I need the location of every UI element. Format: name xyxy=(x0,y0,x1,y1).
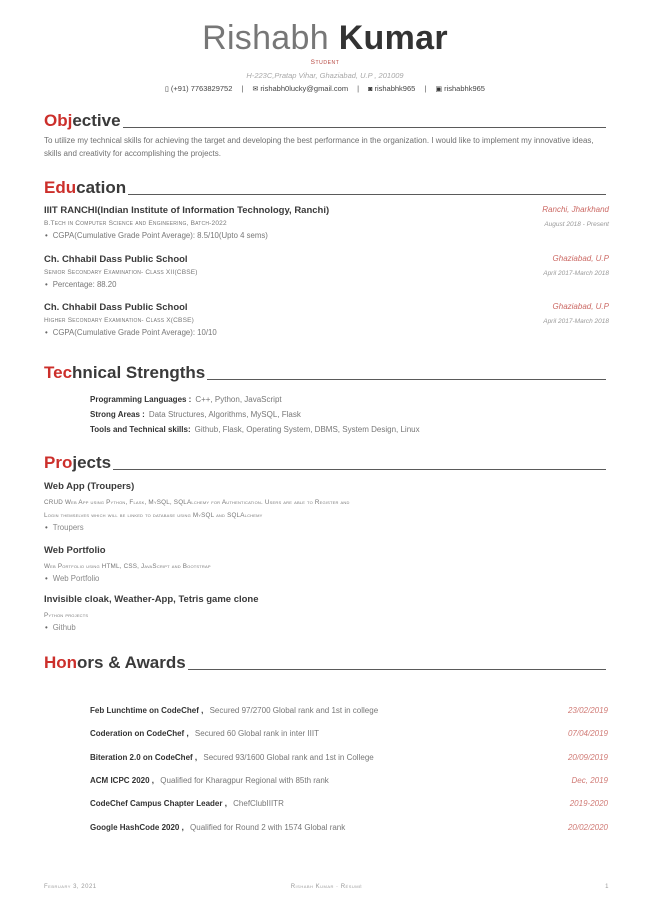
project-link[interactable]: • Github xyxy=(44,623,609,632)
skills-list xyxy=(90,392,590,437)
institution-location: Ghaziabad, U.P xyxy=(552,254,609,263)
section-technical-heading xyxy=(44,362,606,382)
skill-label: Tools and Technical skills: xyxy=(90,425,191,434)
section-title: Projects xyxy=(44,453,112,472)
separator: | xyxy=(357,84,360,93)
honor-item: Coderation on CodeChef , Secured 60 Global rank in inter IIIT 07/04/2019 xyxy=(90,729,608,738)
contact-phone[interactable]: ▯ (+91) 7763829752 xyxy=(165,84,233,93)
honor-description: Secured 97/2700 Global rank and 1st in college xyxy=(209,706,379,715)
education-date: April 2017-March 2018 xyxy=(543,318,609,325)
institution-name: Ch. Chhabil Dass Public School xyxy=(44,302,188,313)
degree: Senior Secondary Examination- Class XII(CBSE) xyxy=(44,269,198,276)
honor-description: Qualified for Kharagpur Regional with 85th rank xyxy=(160,776,329,785)
honor-date: 20/09/2019 xyxy=(567,753,608,762)
project-description: CRUD Web App using Python, Flask, MySQL, SQLAlchemy for Authentication. Users are able to Register and Login themselves which will be linked to database using MySQL and SQLAlchemy xyxy=(44,499,350,519)
education-detail: • CGPA(Cumulative Grade Point Average): 10/10 xyxy=(44,328,609,337)
honor-title: Feb Lunchtime on CodeChef xyxy=(90,706,199,715)
project-title: Web App (Troupers) xyxy=(44,481,135,492)
degree: Higher Secondary Examination- Class X(CBSE) xyxy=(44,317,195,324)
separator: | xyxy=(424,84,427,93)
contact-info xyxy=(0,84,650,93)
honor-description: Qualified for Round 2 with 1574 Global rank xyxy=(190,823,346,832)
honor-item: CodeChef Campus Chapter Leader , ChefClubIIITR 2019-2020 xyxy=(90,799,608,808)
linkedin-icon: ▣ xyxy=(435,86,443,93)
separator: | xyxy=(241,84,244,93)
institution-name: IIIT RANCHI(Indian Institute of Information Technology, Ranchi) xyxy=(44,205,330,216)
project-link[interactable]: • Web Portfolio xyxy=(44,574,609,583)
section-projects-heading xyxy=(44,452,606,472)
section-title: Objective xyxy=(44,111,121,130)
github-icon: ◙ xyxy=(368,86,373,93)
footer-date: February 3, 2021 xyxy=(44,884,97,890)
skill-value: Data Structures, Algorithms, MySQL, Flask xyxy=(148,410,301,419)
mobile-phone-icon: ▯ xyxy=(165,86,169,93)
honor-item: ACM ICPC 2020 , Qualified for Kharagpur Regional with 85th rank Dec, 2019 xyxy=(90,776,608,785)
honor-title: ACM ICPC 2020 xyxy=(90,776,150,785)
honor-description: Secured 93/1600 Global rank and 1st in College xyxy=(203,753,374,762)
project-entry xyxy=(44,545,609,583)
skill-row xyxy=(90,422,590,437)
section-objective-heading xyxy=(44,110,606,130)
education-date: August 2018 - Present xyxy=(544,221,609,228)
contact-github[interactable]: ◙ rishabhk965 xyxy=(368,84,416,93)
first-name: Rishabh xyxy=(202,19,329,57)
honor-title: Coderation on CodeChef xyxy=(90,729,185,738)
honor-item: Feb Lunchtime on CodeChef , Secured 97/2700 Global rank and 1st in college 23/02/2019 xyxy=(90,706,608,715)
education-entry xyxy=(44,254,609,289)
skill-label: Strong Areas : xyxy=(90,410,145,419)
project-description: Python projects xyxy=(44,612,89,619)
education-detail: • CGPA(Cumulative Grade Point Average): 8.5/10(Upto 4 sems) xyxy=(44,231,609,240)
honor-title: CodeChef Campus Chapter Leader xyxy=(90,799,223,808)
institution-name: Ch. Chhabil Dass Public School xyxy=(44,254,188,265)
section-title: Honors & Awards xyxy=(44,653,186,672)
skill-value: C++, Python, JavaScript xyxy=(195,395,282,404)
skill-row xyxy=(90,392,590,407)
skill-row xyxy=(90,407,590,422)
honor-item: Biteration 2.0 on CodeChef , Secured 93/1600 Global rank and 1st in College 20/09/2019 xyxy=(90,753,608,762)
candidate-name xyxy=(0,18,650,58)
project-entry xyxy=(44,481,609,532)
project-description: Web Portfolio using HTML, CSS, JavaScript and Bootstrap xyxy=(44,563,211,570)
section-divider xyxy=(123,127,606,128)
honor-item: Google HashCode 2020 , Qualified for Round 2 with 1574 Global rank 20/02/2020 xyxy=(90,823,608,832)
section-title: Technical Strengths xyxy=(44,363,206,382)
project-link[interactable]: • Troupers xyxy=(44,523,609,532)
section-divider xyxy=(188,669,606,670)
resume-header xyxy=(0,18,650,93)
education-detail: • Percentage: 88.20 xyxy=(44,280,609,289)
honor-date: Dec, 2019 xyxy=(571,776,608,785)
section-divider xyxy=(207,379,606,380)
education-date: April 2017-March 2018 xyxy=(543,270,609,277)
honor-date: 2019-2020 xyxy=(569,799,608,808)
project-title: Web Portfolio xyxy=(44,545,106,556)
degree: B.Tech in Computer Science and Engineering, Batch-2022 xyxy=(44,220,227,227)
objective-text: To utilize my technical skills for achieving the target and developing the best performance in the organization. I would like to implement my innovative ideas, skills and creativity for accomplishing the projects. xyxy=(44,136,594,158)
page-number: 1 xyxy=(605,884,609,890)
page-footer xyxy=(44,884,609,890)
footer-title: Rishabh Kumar · Résumé xyxy=(290,884,363,890)
contact-linkedin[interactable]: ▣ rishabhk965 xyxy=(435,84,485,93)
skill-label: Programming Languages : xyxy=(90,395,192,404)
institution-location: Ghaziabad, U.P xyxy=(552,302,609,311)
position-title: Student xyxy=(310,59,340,66)
honor-description: Secured 60 Global rank in inter IIIT xyxy=(194,729,319,738)
honor-title: Biteration 2.0 on CodeChef xyxy=(90,753,193,762)
skill-value: Github, Flask, Operating System, DBMS, System Design, Linux xyxy=(194,425,420,434)
honor-date: 20/02/2020 xyxy=(567,823,608,832)
section-divider xyxy=(113,469,606,470)
education-entry xyxy=(44,302,609,337)
address: H-223C,Pratap Vihar, Ghaziabad, U.P , 201009 xyxy=(246,71,404,80)
project-entry xyxy=(44,594,609,632)
institution-location: Ranchi, Jharkhand xyxy=(542,205,609,214)
last-name: Kumar xyxy=(338,19,448,57)
honor-date: 23/02/2019 xyxy=(567,706,608,715)
section-divider xyxy=(128,194,606,195)
honor-title: Google HashCode 2020 xyxy=(90,823,180,832)
section-honors-heading xyxy=(44,652,606,672)
envelope-icon: ✉ xyxy=(252,86,259,93)
honor-date: 07/04/2019 xyxy=(567,729,608,738)
honor-description: ChefClubIIITR xyxy=(233,799,284,808)
education-entry xyxy=(44,205,609,240)
section-education-heading xyxy=(44,177,606,197)
contact-email[interactable]: ✉ rishabh0lucky@gmail.com xyxy=(252,84,349,93)
project-title: Invisible cloak, Weather-App, Tetris game clone xyxy=(44,594,259,605)
section-title: Education xyxy=(44,178,127,197)
